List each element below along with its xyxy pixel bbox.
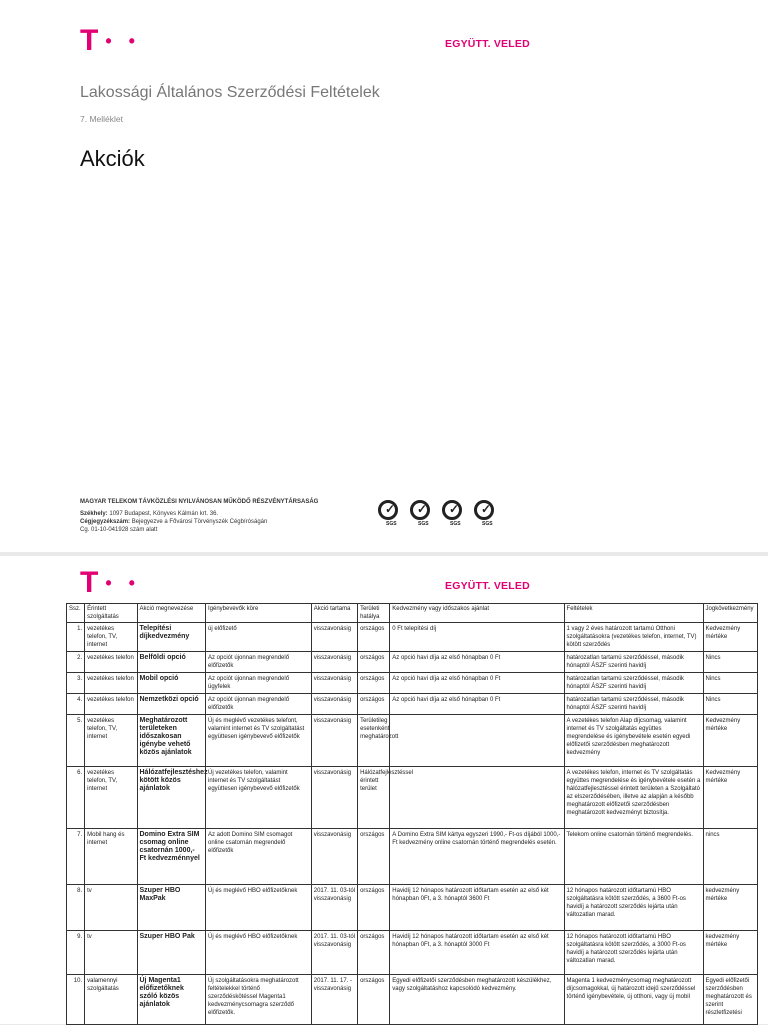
table-cell: Nincs xyxy=(703,694,757,715)
table-cell: Magenta 1 kedvezménycsomag meghatározott díjcsomagokkal, új határozott idejű szerződéssel történő igénybevétele, új otthoni, vagy új mobil xyxy=(564,975,703,1025)
table-cell: 5. xyxy=(67,715,85,767)
table-cell: 12 hónapos határozott időtartamú HBO szolgáltatásra kötött szerződés, a 3000 Ft-os havidíj a határozott szerződés lejárta után változatlan marad. xyxy=(564,931,703,975)
document-title: Lakossági Általános Szerződési Feltételek xyxy=(80,84,380,101)
table-row xyxy=(67,931,758,975)
company-reg-number: Cg. 01-10-041928 szám alatt xyxy=(80,527,158,533)
table-cell: 8. xyxy=(67,885,85,931)
table-cell: 12 hónapos határozott időtartamú HBO szolgáltatásra kötött szerződés, a 3600 Ft-os havidíj a határozott szerződés lejárta után változatlan marad. xyxy=(564,885,703,931)
table-cell: országos xyxy=(358,829,390,885)
table-cell: országos xyxy=(358,975,390,1025)
table-cell: Szuper HBO MaxPak xyxy=(137,885,205,931)
table-cell: Új vezetékes telefon, valamint internet és TV szolgáltatást együttesen igénybevevő előfizetők xyxy=(205,767,311,829)
table-row xyxy=(67,975,758,1025)
header-cell: Érintett szolgáltatás xyxy=(85,604,137,623)
table-cell: Az opció havi díja az első hónapban 0 Ft xyxy=(390,652,564,673)
table-cell: Kedvezmény mértéke xyxy=(703,715,757,767)
table-cell: határozatlan tartamú szerződéssel, második hónaptól ÁSZF szerinti havidíj xyxy=(564,673,703,694)
logo-dots: • • xyxy=(105,31,141,51)
table-cell: A vezetékes telefon, internet és TV szolgáltatás együttes megrendelése és igénybevétele esetén a hálózatfejlesztéssel érintett területen a Szolgáltató az elszerződésében, illetve az alapján a később meghatározott előfizetői szerződésben meghatározott kedvezményt biztosítja. xyxy=(564,767,703,829)
telekom-t-icon: T xyxy=(80,566,98,599)
table-cell: országos xyxy=(358,694,390,715)
table-cell: visszavonásig xyxy=(311,694,357,715)
table-cell: 3. xyxy=(67,673,85,694)
table-row xyxy=(67,694,758,715)
table-cell: 7. xyxy=(67,829,85,885)
table-cell: 4. xyxy=(67,694,85,715)
table-cell: új előfizető xyxy=(205,623,311,652)
table-row xyxy=(67,652,758,673)
table-cell: visszavonásig xyxy=(311,829,357,885)
table-cell: Havidíj 12 hónapos határozott időtartam esetén az első két hónapban 0Ft, a 3. hónaptól 3000 Ft xyxy=(390,931,564,975)
telekom-logo xyxy=(80,26,141,56)
table-cell: 1 vagy 2 éves határozott tartamú Otthoni szolgáltatásokra (vezetékes telefon, internet, TV) kötött szerződés xyxy=(564,623,703,652)
table-cell: Kedvezmény mértéke xyxy=(703,767,757,829)
table-cell: Az opciót újonnan megrendelő előfizetők xyxy=(205,652,311,673)
header-cell: Kedvezmény vagy időszakos ajánlat xyxy=(390,604,564,623)
table-cell: Az opciót újonnan megrendelő előfizetők xyxy=(205,694,311,715)
table-cell: Az opciót újonnan megrendelő ügyfelek xyxy=(205,673,311,694)
header-cell: Jogkövetkezmény xyxy=(703,604,757,623)
offers-table xyxy=(66,603,758,1025)
table-cell: Hálózatfejlesztéshez kötött közös ajánlatok xyxy=(137,767,205,829)
table-header-row xyxy=(67,604,758,623)
table-cell: kedvezmény mértéke xyxy=(703,885,757,931)
table-cell: 9. xyxy=(67,931,85,975)
table-cell: Területileg esetenként meghatározott xyxy=(358,715,390,767)
table-cell: visszavonásig xyxy=(311,623,357,652)
company-registry: Cégjegyzékszám: Bejegyezve a Fővárosi Törvényszék Cégbíróságán xyxy=(80,519,268,525)
annex-label: 7. Melléklet xyxy=(80,114,123,124)
table-cell: A vezetékes telefon Alap díjcsomag, valamint internet és TV szolgáltatás együttes megrendelése és igénybevétele esetén egyedi előfizetői szerződésben meghatározott kedvezmény xyxy=(564,715,703,767)
table-cell: 10. xyxy=(67,975,85,1025)
certification-badges xyxy=(376,498,500,528)
table-row xyxy=(67,767,758,829)
table-cell: Telepítési díjkedvezmény xyxy=(137,623,205,652)
table-cell: 6. xyxy=(67,767,85,829)
table-cell: Nincs xyxy=(703,652,757,673)
table-cell: Nincs xyxy=(703,673,757,694)
table-cell: országos xyxy=(358,931,390,975)
brand-tagline: EGYÜTT. VELED xyxy=(445,580,530,592)
table-cell: 0 Ft telepítési díj xyxy=(390,623,564,652)
table-row xyxy=(67,885,758,931)
table-cell: Egyedi előfizetői szerződésben meghatározott készülékhez, vagy szolgáltatáshoz kapcsolódó kedvezmény. xyxy=(390,975,564,1025)
table-cell: Telekom online csatornán történő megrendelés. xyxy=(564,829,703,885)
certification-badge-icon: ✓ SGS xyxy=(472,498,500,528)
table-cell: vezetékes telefon, TV, internet xyxy=(85,715,137,767)
table-cell: 1. xyxy=(67,623,85,652)
table-cell: kedvezmény mértéke xyxy=(703,931,757,975)
table-cell: Mobil opció xyxy=(137,673,205,694)
header-cell: Területi hatálya xyxy=(358,604,390,623)
table-cell: Az opció havi díja az első hónapban 0 Ft xyxy=(390,694,564,715)
table-cell: Szuper HBO Pak xyxy=(137,931,205,975)
table-cell: 2017. 11. 17. - visszavonásig xyxy=(311,975,357,1025)
table-cell: valamennyi szolgáltatás xyxy=(85,975,137,1025)
table-cell xyxy=(390,767,564,829)
table-cell: A Domino Extra SIM kártya egyszeri 1990,- Ft-os díjából 1000,- Ft kedvezmény online csatornán történő megrendelés esetén. xyxy=(390,829,564,885)
table-row xyxy=(67,715,758,767)
table-cell: Mobil hang és internet xyxy=(85,829,137,885)
certification-badge-icon: ✓ SGS xyxy=(408,498,436,528)
table-cell: határozatlan tartamú szerződéssel, második hónaptól ÁSZF szerinti havidíj xyxy=(564,652,703,673)
logo-dots: • • xyxy=(105,573,141,593)
table-cell: országos xyxy=(358,652,390,673)
table-cell: Az opció havi díja az első hónapban 0 Ft xyxy=(390,673,564,694)
table-cell: határozatlan tartamú szerződéssel, második hónaptól ÁSZF szerinti havidíj xyxy=(564,694,703,715)
header-cell: Igénybevevők köre xyxy=(205,604,311,623)
brand-tagline: EGYÜTT. VELED xyxy=(445,38,530,50)
telekom-t-icon: T xyxy=(80,24,98,57)
table-cell: 2017. 11. 03-tól visszavonásig xyxy=(311,885,357,931)
table-row xyxy=(67,829,758,885)
table-row xyxy=(67,673,758,694)
table-cell: országos xyxy=(358,885,390,931)
table-cell: vezetékes telefon, TV, internet xyxy=(85,767,137,829)
table-cell: Domino Extra SIM csomag online csatornán 1000,- Ft kedvezménnyel xyxy=(137,829,205,885)
table-cell: országos xyxy=(358,623,390,652)
table-cell xyxy=(390,715,564,767)
table-cell: vezetékes telefon xyxy=(85,694,137,715)
table-cell: tv xyxy=(85,931,137,975)
table-cell: 2017. 11. 03-tól visszavonásig xyxy=(311,931,357,975)
table-cell: visszavonásig xyxy=(311,767,357,829)
table-cell: Nemzetközi opció xyxy=(137,694,205,715)
page-heading: Akciók xyxy=(80,146,145,171)
header-cell: Ssz. xyxy=(67,604,85,623)
table-cell: vezetékes telefon xyxy=(85,652,137,673)
table-cell: Új és meglévő vezetékes telefont, valamint internet és TV szolgáltatást együttesen igénybevevő előfizetők xyxy=(205,715,311,767)
table-cell: Kedvezmény mértéke xyxy=(703,623,757,652)
table-cell: visszavonásig xyxy=(311,652,357,673)
table-cell: Új Magenta1 előfizetőknek szóló közös ajánlatok xyxy=(137,975,205,1025)
company-seat: Székhely: 1097 Budapest, Könyves Kálmán krt. 36. xyxy=(80,511,219,517)
table-cell: visszavonásig xyxy=(311,715,357,767)
table-cell: Belföldi opció xyxy=(137,652,205,673)
table-cell: Havidíj 12 hónapos határozott időtartam esetén az első két hónapban 0Ft, a 3. hónaptól 3600 Ft xyxy=(390,885,564,931)
table-cell: visszavonásig xyxy=(311,673,357,694)
company-name: MAGYAR TELEKOM TÁVKÖZLÉSI NYILVÁNOSAN MŰKÖDŐ RÉSZVÉNYTÁRSASÁG xyxy=(80,499,319,505)
table-cell: Új és meglévő HBO előfizetőknek xyxy=(205,931,311,975)
header-cell: Feltételek xyxy=(564,604,703,623)
table-cell: Hálózatfejlesztéssel érintett terület xyxy=(358,767,390,829)
table-cell: Az adott Domino SIM csomagot online csatornán megrendelő előfizetők xyxy=(205,829,311,885)
telekom-logo xyxy=(80,568,141,598)
certification-badge-icon: ✓ SGS xyxy=(376,498,404,528)
table-cell: Meghatározott területeken időszakosan igénybe vehető közös ajánlatok xyxy=(137,715,205,767)
table-cell: vezetékes telefon xyxy=(85,673,137,694)
table-cell: Új és meglévő HBO előfizetőknek xyxy=(205,885,311,931)
table-cell: 2. xyxy=(67,652,85,673)
table-cell: Új szolgáltatásokra meghatározott feltételekkel történő szerződéskötéssel Magenta1 kedvezménycsomagra szerződő előfizetők. xyxy=(205,975,311,1025)
table-row xyxy=(67,623,758,652)
company-info xyxy=(80,498,318,534)
certification-badge-icon: ✓ SGS xyxy=(440,498,468,528)
header-cell: Akció megnevezése xyxy=(137,604,205,623)
table-cell: országos xyxy=(358,673,390,694)
table-cell: Egyedi előfizetői szerződésben meghatározott és szerint részletfizetési xyxy=(703,975,757,1025)
table-cell: vezetékes telefon, TV, internet xyxy=(85,623,137,652)
header-cell: Akció tartama xyxy=(311,604,357,623)
table-cell: tv xyxy=(85,885,137,931)
table-cell: nincs xyxy=(703,829,757,885)
